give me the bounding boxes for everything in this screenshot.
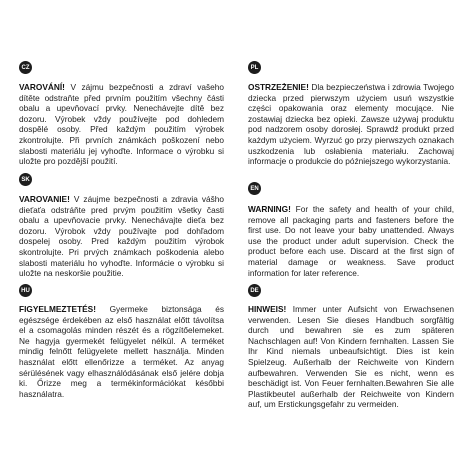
warning-heading-sk: VAROVANIE! [19,194,70,204]
warning-heading-cz: VAROVÁNÍ! [19,82,65,92]
warning-body-cz: V zájmu bezpečnosti a zdraví vašeho dítěte odstraňte před prvním použitím všechny části obalu a upevňovací prvky. Nenechávejte dítě bez dozoru. Výrobek vždy používejte pod dohledem dospělé osoby. Před každým použitím výrobek zkontrolujte. Při prvních známkách poškození nebo slabosti materiálu jej vyhoďte. Informace o výrobku si uložte pro pozdější použití. [19,82,224,167]
language-badge-en: EN [248,182,261,195]
warning-text-de [248,304,454,410]
warning-text-pl [248,82,454,167]
warning-body-hu: Gyermeke biztonsága és egészsége érdekében az első használat előtt távolítsa el a csomagolás minden részét és a rögzítőelemeket. Ne hagyja gyermekét felügyelet nélkül. A terméket mindig felnőtt felügyelete mellett használja. Minden használat előtt ellenőrizze a terméket. Az anyag sérülésének vagy elhasználódásának első jelére dobja ki. Őrizze meg a termékinformációkat későbbi használatra. [19,304,224,399]
language-badge-sk: SK [19,173,32,186]
language-badge-hu: HU [19,284,32,297]
language-badge-pl: PL [248,61,261,74]
warning-heading-en: WARNING! [248,204,291,214]
warning-text-hu [19,304,224,399]
language-badge-cz: CZ [19,61,32,74]
language-badge-de: DE [248,284,261,297]
warning-body-sk: V záujme bezpečnosti a zdravia vášho dieťaťa odstráňte pred prvým použitím všetky časti obalu a upevňovacie prvky. Nenechávajte dieťa bez dozoru. Výrobok vždy používajte pod dohľadom dospelej osoby. Pred každým použitím výrobok skontrolujte. Pri prvých známkach poškodenia alebo slabosti materiálu ho vyhoďte. Informácie o výrobku si uložte na neskoršie použitie. [19,194,224,279]
warning-body-pl: Dla bezpieczeństwa i zdrowia Twojego dziecka przed pierwszym użyciem usuń wszystkie części opakowania oraz elementy mocujące. Nie zostawiaj dziecka bez opieki. Zawsze używaj produktu pod nadzorem osoby dorosłej. Sprawdź produkt przed każdym użyciem. Wyrzuć go przy pierwszych oznakach uszkodzenia lub osłabienia materiału. Zachowaj informacje o produkcie do późniejszego wykorzystania. [248,82,454,167]
warning-heading-pl: OSTRZEŻENIE! [248,82,309,92]
warning-heading-de: HINWEIS! [248,304,287,314]
warning-text-sk [19,194,224,279]
warning-heading-hu: FIGYELMEZTETÉS! [19,304,96,314]
warning-text-en [248,204,454,278]
warning-body-de: Immer unter Aufsicht von Erwachsenen verwenden. Lesen Sie dieses Handbuch sorgfältig durch und bewahren sie es zum späteren Nachschlagen auf! Von Kindern fernhalten. Lassen Sie Ihr Kind niemals unbeaufsichtigt. Dies ist kein Spielzeug. Außerhalb der Reichweite von Kindern aufbewahren. Verwenden Sie es nicht, wenn es beschädigt ist. Von Feuer fernhalten.Bewahren Sie alle Plastikbeutel außerhalb der Reichweite von Kindern auf, um Erstickungsgefahr zu vermeiden. [248,304,454,410]
warning-text-cz [19,82,224,167]
warning-body-en: For the safety and health of your child, remove all packaging parts and fasteners before the first use. Do not leave your baby unattended. Always use the product under adult supervision. Check the product before each use. Discard at the first sign of material damage or weakness. Save product information for later reference. [248,204,454,278]
